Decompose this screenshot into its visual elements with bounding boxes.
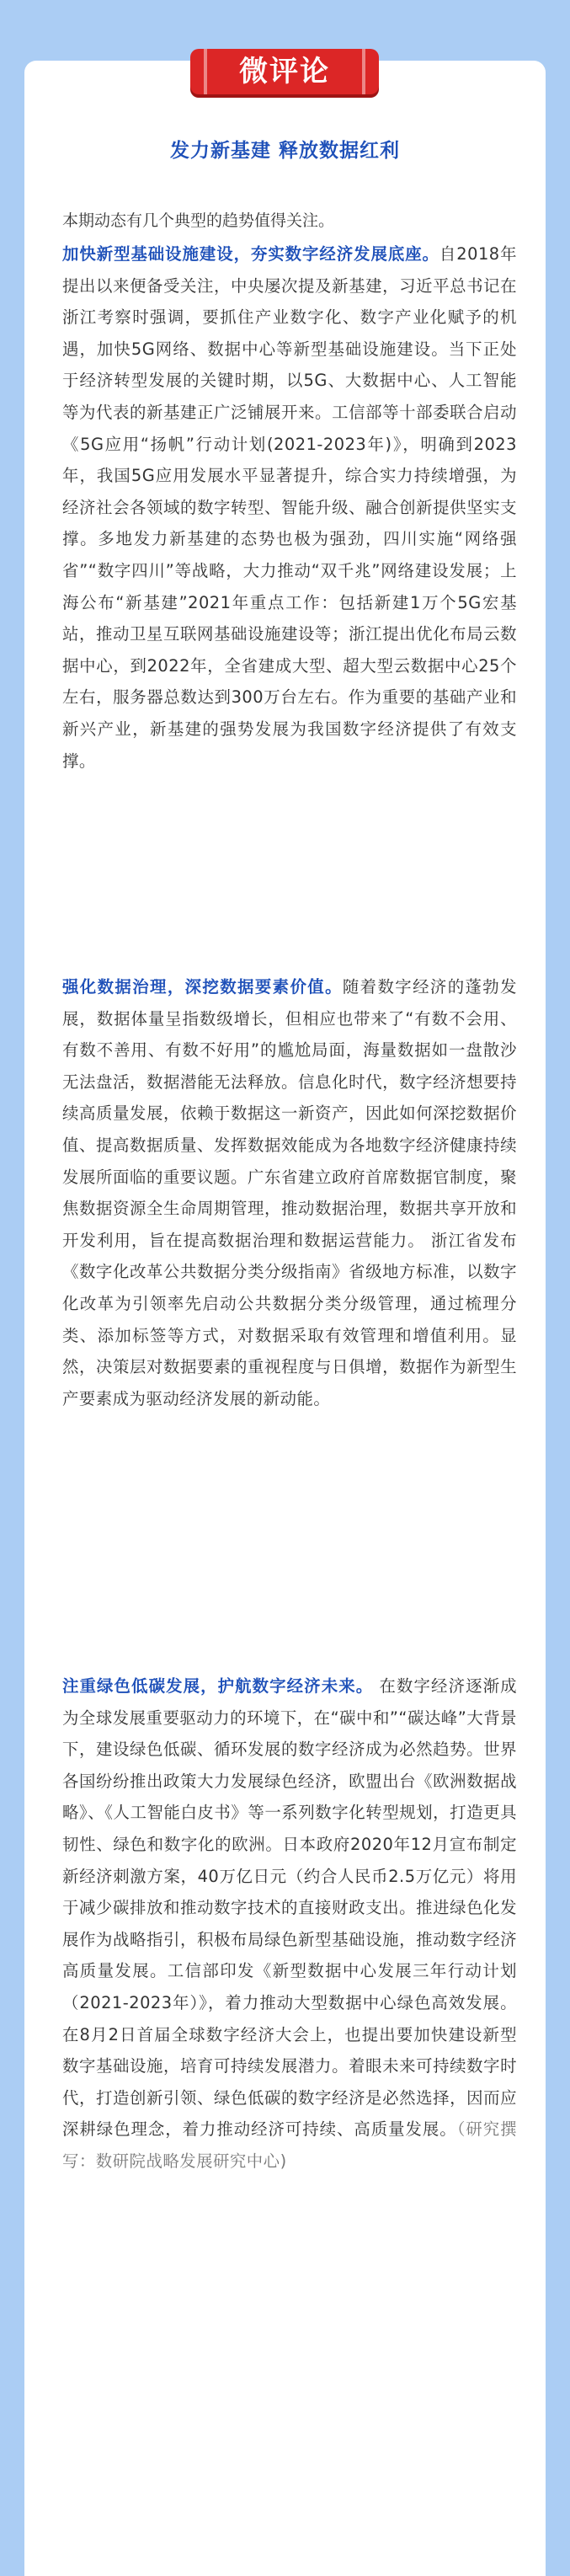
- section-data-governance-lead: 强化数据治理，深挖数据要素价值。: [62, 977, 343, 997]
- section-green-development: [62, 1670, 517, 2178]
- section-badge: [190, 49, 379, 94]
- section-infrastructure-lead: 加快新型基础设施建设，夯实数字经济发展底座。: [62, 244, 439, 264]
- section-infrastructure-body: 自2018年提出以来便备受关注，中央屡次提及新基建，习近平总书记在浙江考察时强调，要抓住产业数字化、数字产业化赋予的机遇，加快5G网络、数据中心等新型基础设施建设。当下正处于经济转型发展的关键时期，以5G、大数据中心、人工智能等为代表的新基建正广泛铺展开来。工信部等十部委联合启动《5G应用“扬帆”行动计划(2021-2023年)》，明确到2023年，我国5G应用发展水平显著提升，综合实力持续增强，为经济社会各领域的数字转型、智能升级、融合创新提供坚实支撑。多地发力新基建的态势也极为强劲，四川实施“网络强省”“数字四川”等战略，大力推动“双千兆”网络建设发展；上海公布“新基建”2021年重点工作：包括新建1万个5G宏基站，推动卫星互联网基础设施建设等；浙江提出优化布局云数据中心，到2022年，全省建成大型、超大型云数据中心25个左右，服务器总数达到300万台左右。作为重要的基础产业和新兴产业，新基建的强势发展为我国数字经济提供了有效支撑。: [62, 244, 517, 771]
- article-intro: 本期动态有几个典型的趋势值得关注。: [62, 211, 335, 230]
- author-note: （研究撰写：数研院战略发展研究中心): [62, 2119, 517, 2171]
- section-infrastructure: [62, 238, 517, 777]
- section-green-development-body: 在数字经济逐渐成为全球发展重要驱动力的环境下，在“碳中和”“碳达峰”大背景下，建设绿色低碳、循环发展的数字经济成为必然趋势。世界各国纷纷推出政策大力发展绿色经济，欧盟出台《欧洲数据战略》、《人工智能白皮书》等一系列数字化转型规划，打造更具韧性、绿色和数字化的欧洲。日本政府2020年12月宣布制定新经济刺激方案，40万亿日元（约合人民币2.5万亿元）将用于减少碳排放和推动数字技术的直接财政支出。推进绿色化发展作为战略指引，积极布局绿色新型基础设施，推动数字经济高质量发展。工信部印发《新型数据中心发展三年行动计划（2021-2023年）》，着力推动大型数据中心绿色高效发展。在8月2日首届全球数字经济大会上，也提出要加快建设新型数字基础设施，培育可持续发展潜力。着眼未来可持续数字时代，打造创新引领、绿色低碳的数字经济是必然选择，因而应深耕绿色理念，着力推动经济可持续、高质量发展。: [62, 1676, 517, 2140]
- section-data-governance-body: 随着数字经济的蓬勃发展，数据体量呈指数级增长，但相应也带来了“有数不会用、有数不善用、有数不好用”的尴尬局面，海量数据如一盘散沙无法盘活，数据潜能无法释放。信息化时代，数字经济想要持续高质量发展，依赖于数据这一新资产，因此如何深挖数据价值、提高数据质量、发挥数据效能成为各地数字经济健康持续发展所面临的重要议题。广东省建立政府首席数据官制度，聚焦数据资源全生命周期管理，推动数据治理，数据共享开放和开发利用，旨在提高数据治理和数据运营能力。 浙江省发布《数字化改革公共数据分类分级指南》省级地方标准，以数字化改革为引领率先启动公共数据分类分级管理，通过梳理分类、添加标签等方式，对数据采取有效管理和增值利用。显然，决策层对数据要素的重视程度与日俱增，数据作为新型生产要素成为驱动经济发展的新动能。: [62, 977, 518, 1408]
- section-green-development-lead: 注重绿色低碳发展，护航数字经济未来。: [62, 1676, 374, 1696]
- badge-label: 微评论: [239, 55, 330, 88]
- section-data-governance: [62, 971, 517, 1414]
- article-title: 发力新基建 释放数据红利: [169, 140, 400, 162]
